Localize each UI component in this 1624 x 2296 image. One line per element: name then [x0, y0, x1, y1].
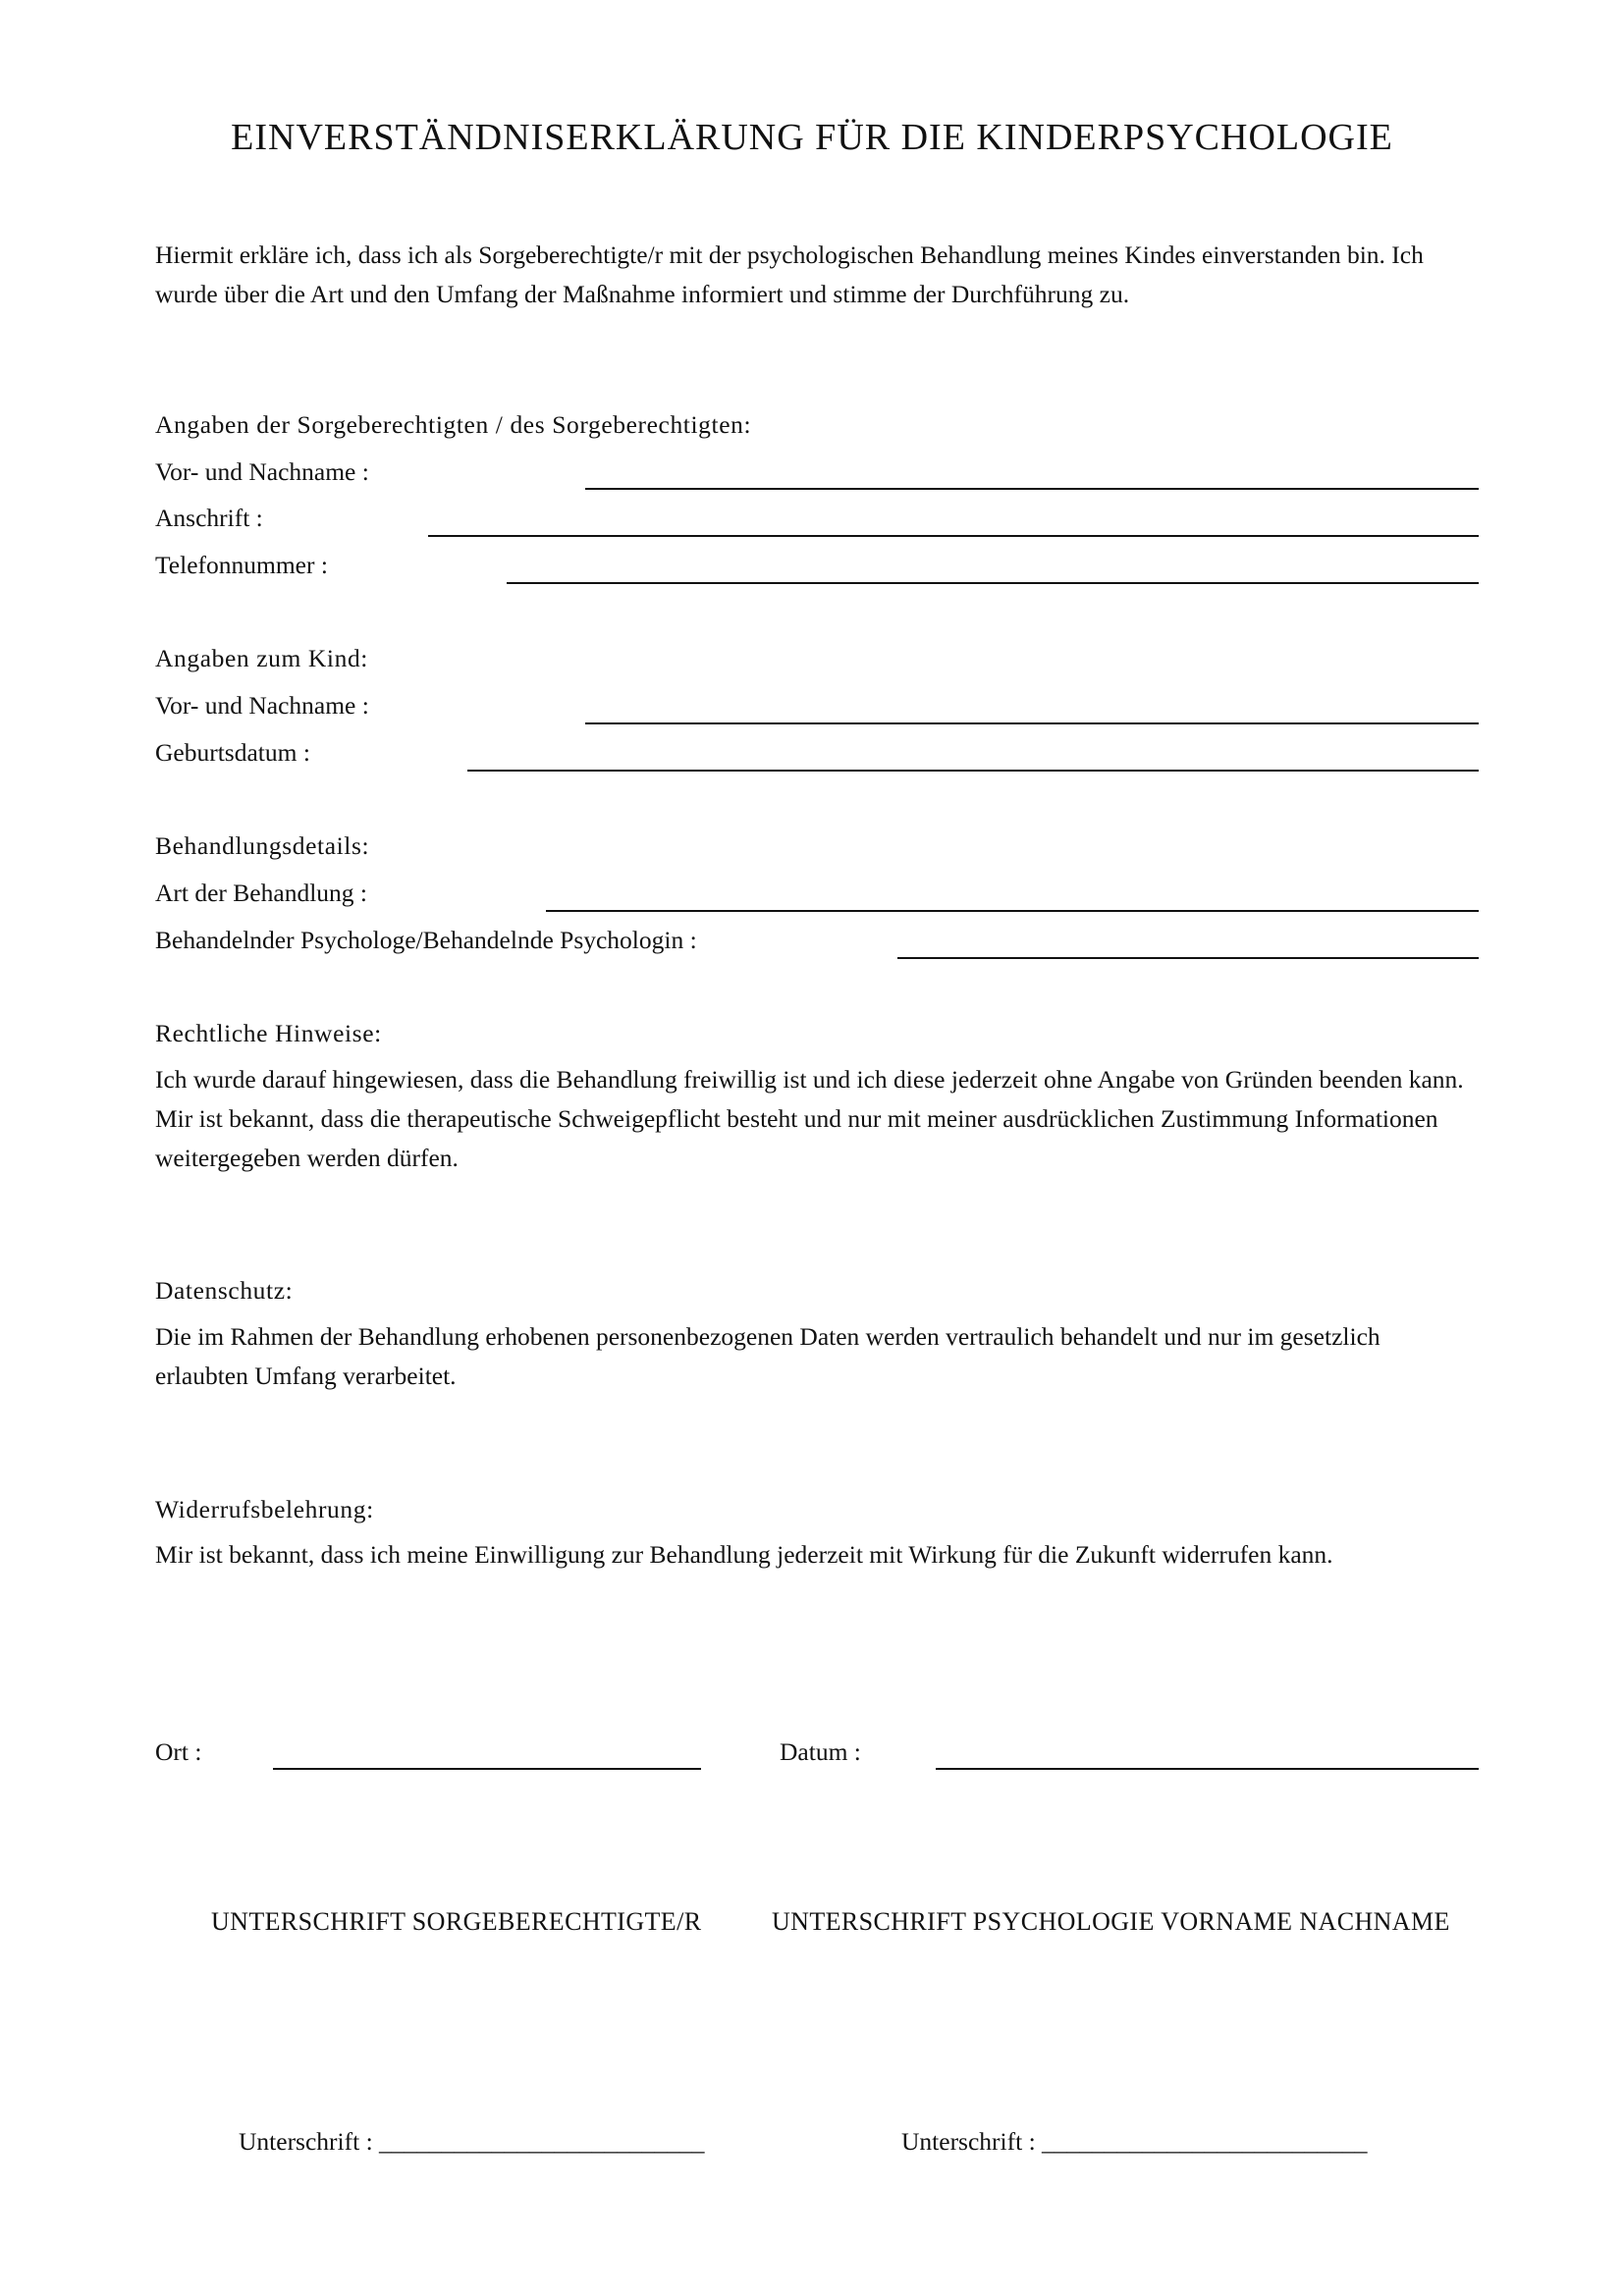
- treatment-type-label: Art der Behandlung :: [155, 879, 367, 907]
- revocation-paragraph: Mir ist bekannt, dass ich meine Einwilligung zur Behandlung jederzeit mit Wirkung für die Zukunft widerrufen kann.: [155, 1540, 1333, 1569]
- psychologist-field[interactable]: [897, 957, 1479, 959]
- guardian-phone-label: Telefonnummer :: [155, 551, 328, 579]
- guardian-name-label: Vor- und Nachname :: [155, 457, 369, 486]
- revocation-heading: Widerrufsbelehrung:: [155, 1495, 374, 1523]
- guardian-name-field[interactable]: [585, 488, 1479, 490]
- signature-caption-psychologist: UNTERSCHRIFT PSYCHOLOGIE VORNAME NACHNAME: [772, 1907, 1450, 1936]
- psychologist-label: Behandelnder Psychologe/Behandelnde Psychologin :: [155, 926, 697, 954]
- legal-paragraph: Ich wurde darauf hingewiesen, dass die Behandlung freiwillig ist und ich diese jederzeit ohne Angabe von Gründen beenden kann. Mir ist bekannt, dass die therapeutische Schweigepflicht besteht und nur mit meiner ausdrücklichen Zustimmung Informationen weitergegeben werden dürfen.: [155, 1065, 1464, 1172]
- date-label: Datum :: [780, 1737, 861, 1766]
- child-name-label: Vor- und Nachname :: [155, 691, 369, 720]
- place-label: Ort :: [155, 1737, 202, 1766]
- intro-paragraph: Hiermit erkläre ich, dass ich als Sorgeberechtigte/r mit der psychologischen Behandlung meines Kindes einverstanden bin. Ich wurde über die Art und den Umfang der Maßnahme informiert und stimme der Durchführung zu.: [155, 240, 1424, 308]
- legal-heading: Rechtliche Hinweise:: [155, 1019, 382, 1047]
- guardian-heading: Angaben der Sorgeberechtigten / des Sorgeberechtigten:: [155, 410, 752, 439]
- signature-caption-guardian: UNTERSCHRIFT SORGEBERECHTIGTE/R: [211, 1907, 702, 1936]
- privacy-paragraph: Die im Rahmen der Behandlung erhobenen personenbezogenen Daten werden vertraulich behandelt und nur im gesetzlich erlaubten Umfang verarbeitet.: [155, 1322, 1380, 1390]
- treatment-type-field[interactable]: [546, 910, 1479, 912]
- guardian-address-field[interactable]: [428, 535, 1479, 537]
- signature-psychologist[interactable]: Unterschrift : __________________________: [901, 2127, 1368, 2156]
- place-field[interactable]: [273, 1768, 701, 1770]
- privacy-heading: Datenschutz:: [155, 1276, 294, 1305]
- date-field[interactable]: [936, 1768, 1479, 1770]
- guardian-phone-field[interactable]: [507, 582, 1479, 584]
- guardian-address-label: Anschrift :: [155, 504, 263, 532]
- document-title: EINVERSTÄNDNISERKLÄRUNG FÜR DIE KINDERPSYCHOLOGIE: [231, 117, 1393, 158]
- signature-guardian[interactable]: Unterschrift : __________________________: [239, 2127, 705, 2156]
- treatment-heading: Behandlungsdetails:: [155, 831, 370, 860]
- child-name-field[interactable]: [585, 722, 1479, 724]
- child-birthdate-label: Geburtsdatum :: [155, 738, 310, 767]
- child-heading: Angaben zum Kind:: [155, 644, 368, 672]
- child-birthdate-field[interactable]: [467, 770, 1479, 772]
